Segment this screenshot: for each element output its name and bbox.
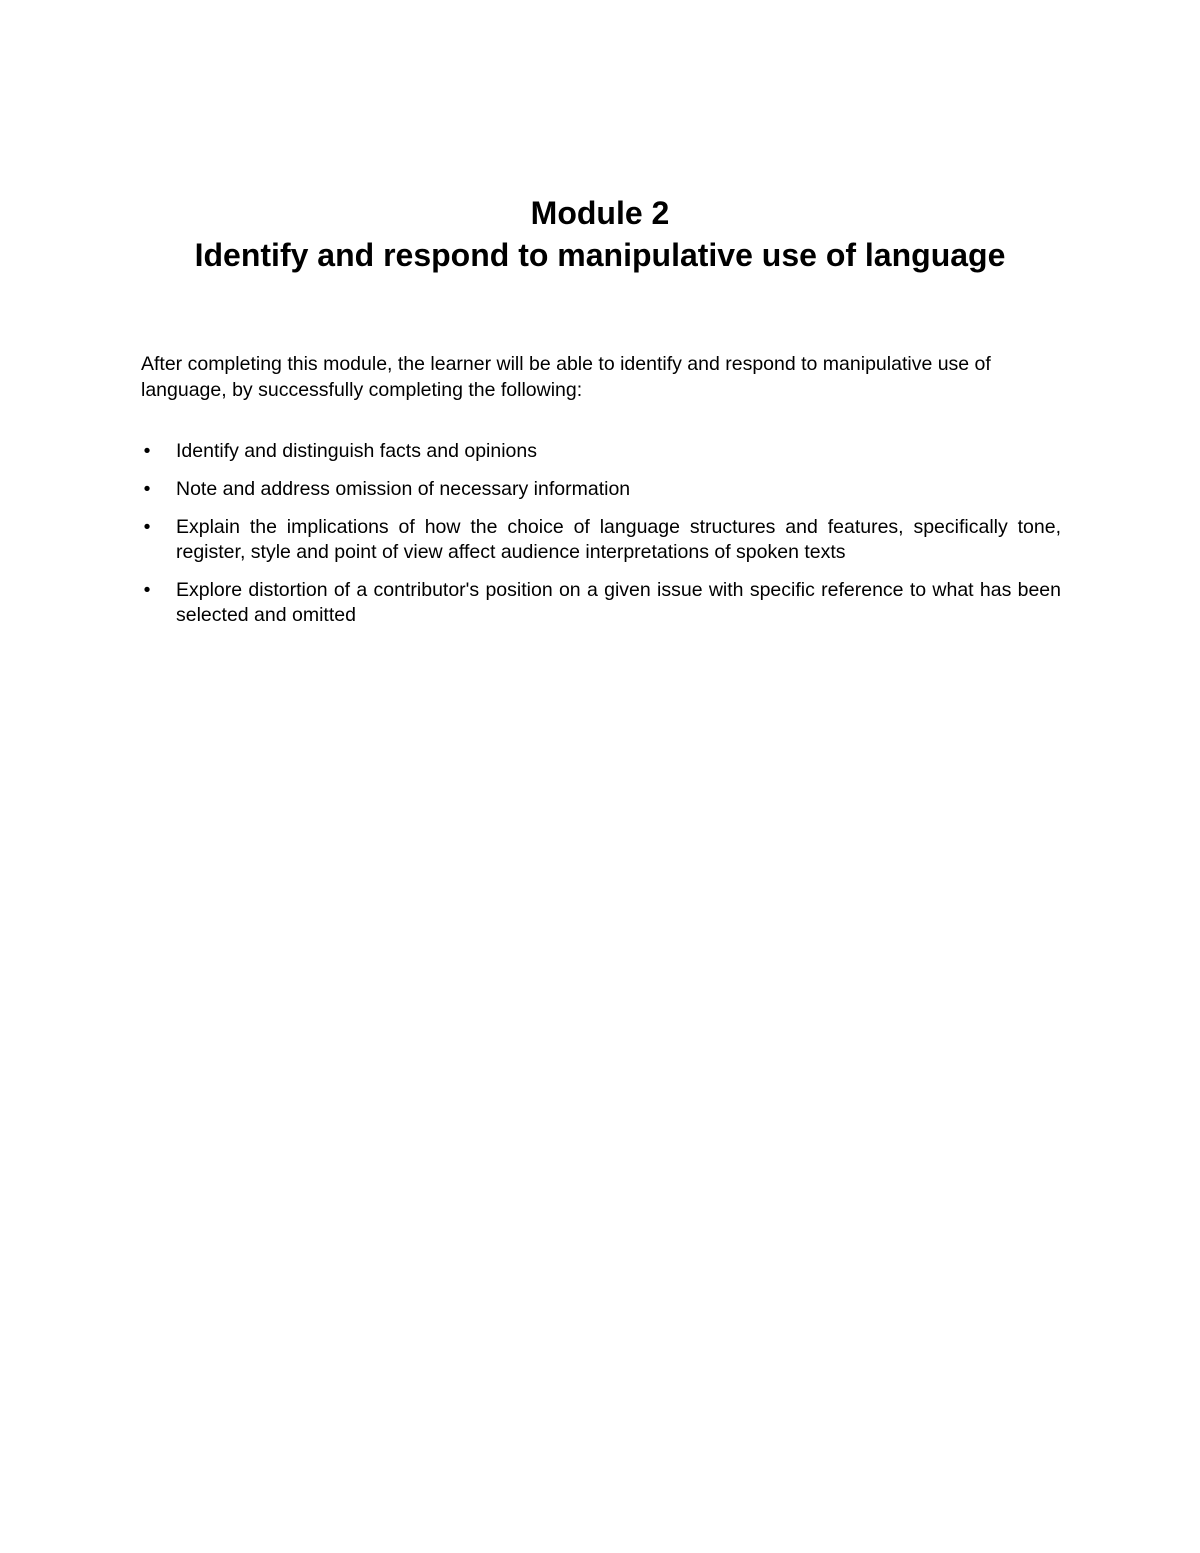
objective-text: Identify and distinguish facts and opinions: [176, 440, 537, 462]
objective-text: Explore distortion of a contributor's position on a given issue with specific reference to what has been selected and omitted: [176, 579, 1061, 626]
bullet-icon: [141, 439, 153, 464]
module-subtitle: Identify and respond to manipulative use of language: [194, 237, 1006, 273]
bullet-icon: [141, 477, 153, 502]
module-title: Module 2: [530, 195, 670, 231]
objective-text: Explain the implications of how the choice of language structures and features, specifically tone, register, style and point of view affect audience interpretations of spoken texts: [176, 516, 1061, 563]
bullet-icon: [141, 515, 153, 540]
objectives-list: [141, 439, 1061, 641]
intro-paragraph: After completing this module, the learner will be able to identify and respond to manipulative use of language, by successfully completing the following:: [141, 353, 991, 401]
title-block: [0, 192, 1200, 276]
bullet-icon: [141, 578, 153, 603]
list-item: [141, 439, 1061, 464]
list-item: [141, 515, 1061, 565]
list-item: [141, 578, 1061, 628]
objective-text: Note and address omission of necessary information: [176, 478, 631, 500]
list-item: [141, 477, 1061, 502]
